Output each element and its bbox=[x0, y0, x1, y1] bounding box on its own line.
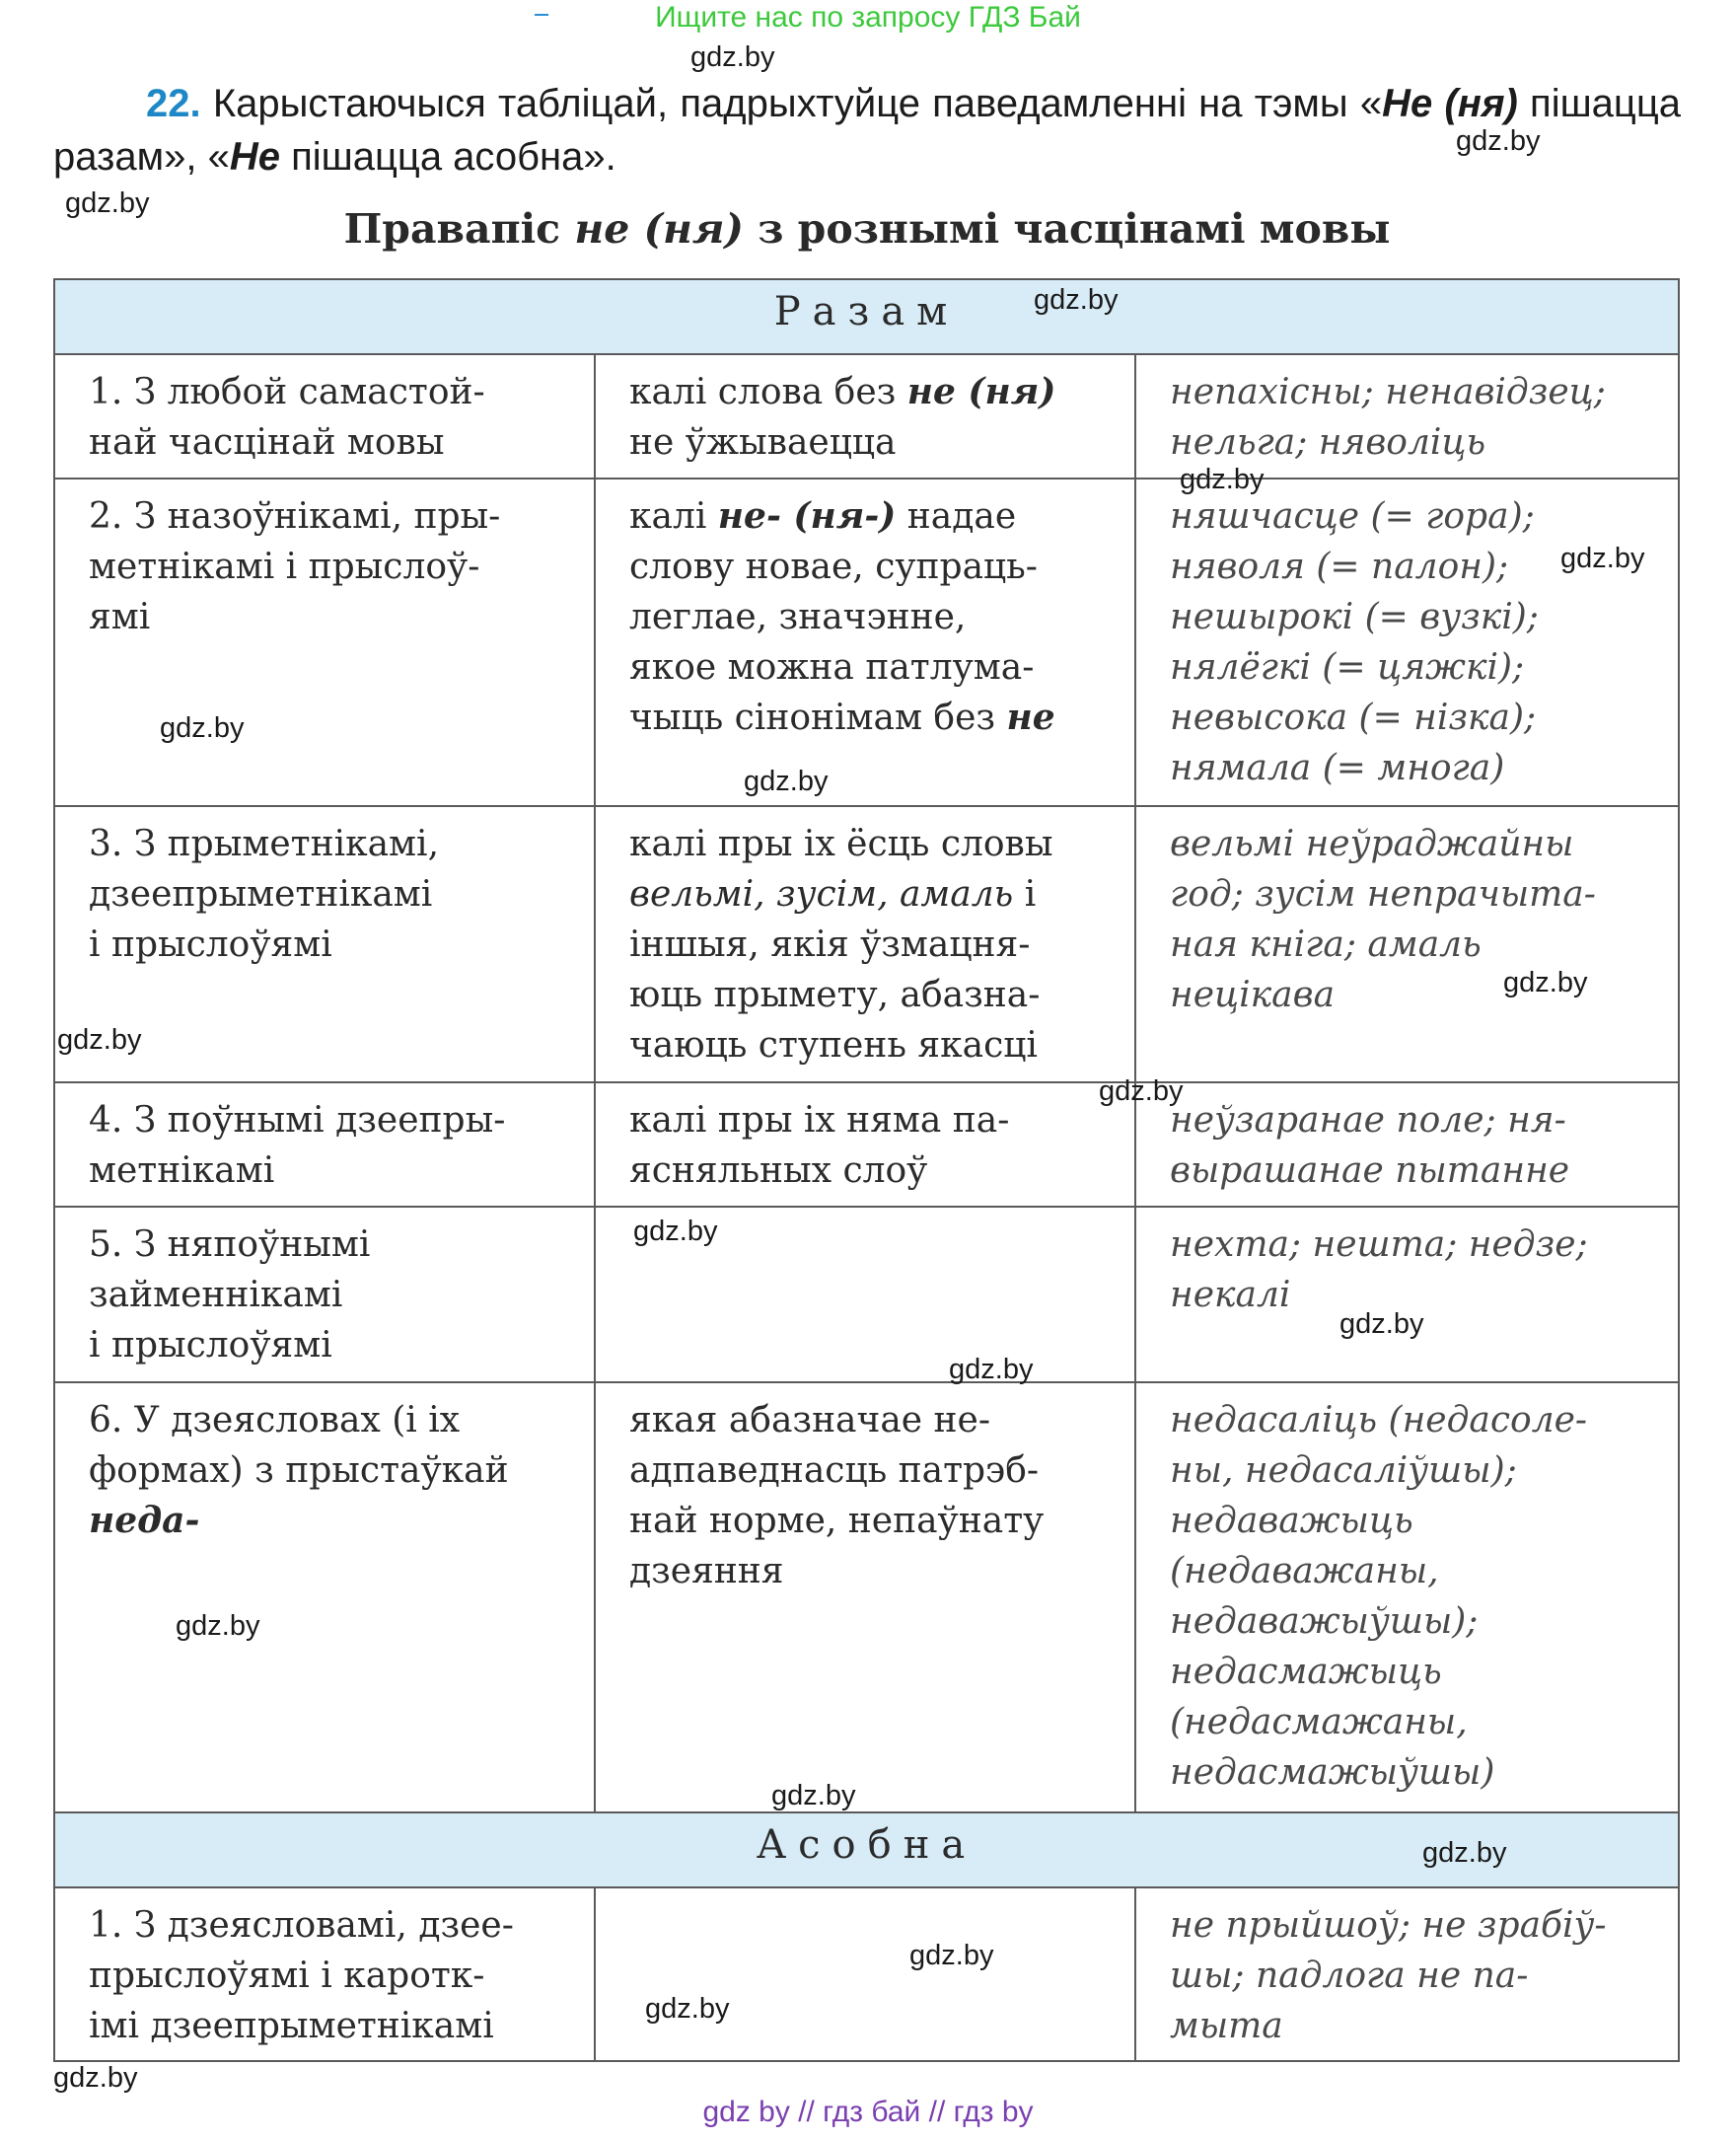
title-italic: не (ня) bbox=[574, 205, 744, 253]
rule-cell: 1. З любой самастой- най часцінай мовы bbox=[54, 354, 595, 479]
condition-emphasis: не (ня) bbox=[906, 371, 1056, 412]
watermark: gdz.by bbox=[57, 1024, 142, 1056]
task-text bbox=[53, 77, 1681, 184]
watermark: gdz.by bbox=[744, 766, 829, 797]
table-row bbox=[54, 1207, 1679, 1382]
watermark: gdz.by bbox=[1560, 543, 1645, 574]
rule-cell: 5. З няпоўнымі займеннікамі і прыслоўямі bbox=[54, 1207, 595, 1382]
rule-cell: 2. З назоўнікамі, пры- метнікамі і прыслоў- ямі bbox=[54, 479, 595, 806]
watermark: gdz.by bbox=[1339, 1308, 1424, 1340]
example-cell: нехта; нешта; недзе; некалі bbox=[1135, 1207, 1679, 1382]
condition-cell: якая абазначае не- адпаведнасць патрэб- най норме, непаўнату дзеяння bbox=[595, 1382, 1135, 1812]
example-cell: не прыйшоў; не зрабіў- шы; падлога не па- мыта bbox=[1135, 1887, 1679, 2061]
watermark: gdz.by bbox=[1456, 125, 1541, 157]
example-cell: неўзаранае поле; ня- вырашанае пытанне bbox=[1135, 1082, 1679, 1207]
watermark: gdz.by bbox=[949, 1354, 1034, 1385]
condition-cell bbox=[595, 479, 1135, 806]
task-number: 22. bbox=[146, 82, 201, 125]
watermark: gdz.by bbox=[160, 712, 245, 744]
watermark: gdz.by bbox=[645, 1993, 730, 2025]
table-row bbox=[54, 1082, 1679, 1207]
condition-text: калі bbox=[629, 496, 718, 537]
watermark: gdz.by bbox=[633, 1216, 718, 1247]
condition-emphasis: не bbox=[1006, 697, 1055, 738]
rule-text: 6. У дзеясловах (і іх формах) з прыстаўкай bbox=[89, 1400, 509, 1491]
example-cell: няшчасце (= гора); няволя (= палон); нешырокі (= вузкі); нялёгкі (= цяжкі); невысока (= нізка); нямала (= многа) bbox=[1135, 479, 1679, 806]
watermark: gdz.by bbox=[1503, 967, 1588, 998]
section-header-together: Разам bbox=[54, 279, 1679, 354]
rule-emphasis: неда- bbox=[89, 1500, 200, 1541]
condition-cell bbox=[595, 354, 1135, 479]
example-cell: непахісны; ненавідзец; нельга; няволіць bbox=[1135, 354, 1679, 479]
spelling-table bbox=[53, 278, 1680, 2062]
table-row bbox=[54, 1887, 1679, 2061]
section-header-separate: Асобна bbox=[54, 1812, 1679, 1887]
footer-links[interactable]: gdz by // гдз бай // гдз by bbox=[702, 2096, 1034, 2128]
condition-text: надае слову новае, супраць- леглае, значэнне, якое можна патлума- чыць сінонімам без bbox=[629, 496, 1038, 738]
title-part: з рознымі часцінамі мовы bbox=[743, 205, 1391, 253]
table-row bbox=[54, 806, 1679, 1082]
table-row bbox=[54, 354, 1679, 479]
watermark: gdz.by bbox=[53, 2062, 138, 2094]
task-text-part: Карыстаючыся табліцай, падрыхтуйце паведамленні на тэмы « bbox=[200, 82, 1383, 125]
table-title bbox=[53, 205, 1681, 253]
task-text-part: пішацца разам», « bbox=[53, 82, 1681, 179]
rule-cell bbox=[54, 1382, 595, 1812]
watermark: gdz.by bbox=[65, 187, 150, 219]
title-part: Правапіс bbox=[343, 205, 575, 253]
watermark: gdz.by bbox=[176, 1610, 260, 1642]
condition-italic: вельмі, зусім, амаль bbox=[629, 874, 1014, 915]
condition-text: калі слова без bbox=[629, 372, 907, 412]
watermark: gdz.by bbox=[1034, 284, 1119, 316]
search-banner[interactable]: Ищите нас по запросу ГДЗ Бай bbox=[655, 1, 1081, 34]
watermark: gdz.by bbox=[1099, 1075, 1184, 1107]
task-text-part: пішацца асобна». bbox=[280, 135, 616, 179]
rule-cell: 3. З прыметнікамі, дзеепрыметнікамі і прыслоўямі bbox=[54, 806, 595, 1082]
condition-emphasis: не- (ня-) bbox=[717, 495, 897, 537]
rule-cell: 1. З дзеясловамі, дзее- прыслоўямі і каротк- імі дзеепрыметнікамі bbox=[54, 1887, 595, 2061]
task-bold: Не (ня) bbox=[1382, 82, 1518, 125]
banner-underline bbox=[535, 14, 548, 16]
task-bold: Не bbox=[229, 135, 280, 179]
watermark: gdz.by bbox=[771, 1780, 856, 1811]
watermark: gdz.by bbox=[1422, 1837, 1507, 1869]
condition-cell: калі пры іх няма па- ясняльных слоў bbox=[595, 1082, 1135, 1207]
condition-text: не ўжываецца bbox=[629, 422, 897, 463]
example-cell: вельмі неўраджайны год; зусім непрачыта- ная кніга; амаль нецікава bbox=[1135, 806, 1679, 1082]
condition-text: і іншыя, якія ўзмацня- юць прымету, абазна- чаюць ступень якасці bbox=[629, 874, 1041, 1066]
condition-cell bbox=[595, 806, 1135, 1082]
watermark: gdz.by bbox=[1180, 464, 1265, 495]
watermark: gdz.by bbox=[690, 41, 775, 73]
watermark: gdz.by bbox=[909, 1940, 994, 1971]
table-row bbox=[54, 479, 1679, 806]
condition-cell bbox=[595, 1887, 1135, 2061]
example-cell: недасаліць (недасоле- ны, недасаліўшы); недаважыць (недаважаны, недаважыўшы); недасмажыць (недасмажаны, недасмажыўшы) bbox=[1135, 1382, 1679, 1812]
rule-cell: 4. З поўнымі дзеепры- метнікамі bbox=[54, 1082, 595, 1207]
table-row bbox=[54, 1382, 1679, 1812]
condition-text: калі пры іх ёсць словы bbox=[629, 824, 1053, 864]
